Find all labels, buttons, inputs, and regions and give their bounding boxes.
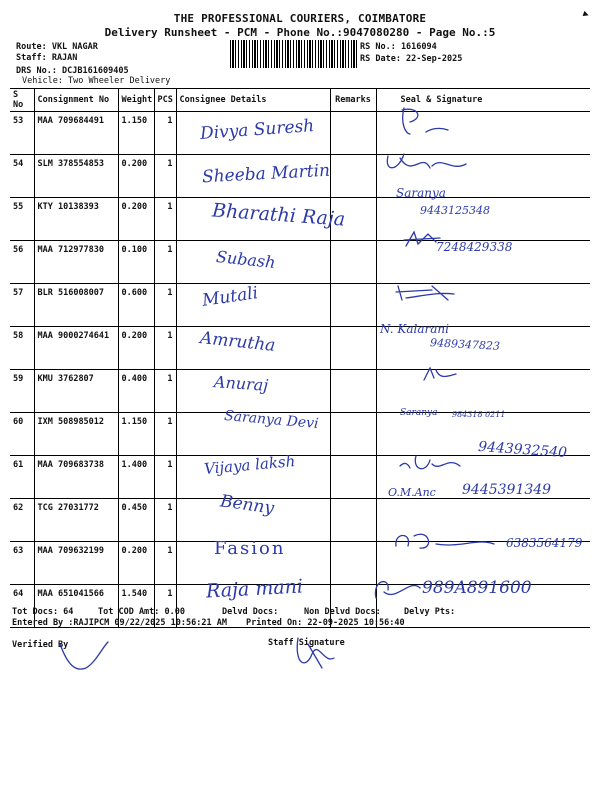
weight: 0.600	[118, 284, 154, 327]
weight: 0.200	[118, 155, 154, 198]
signature-text: Saranya	[400, 408, 438, 418]
col-header-sno: S No	[10, 89, 34, 112]
staff-signature	[288, 634, 348, 674]
vehicle-label: Vehicle: Two Wheeler Delivery	[22, 76, 171, 86]
handwritten-name: Fasion	[214, 538, 286, 559]
weight: 0.450	[118, 499, 154, 542]
row-sno: 64	[10, 585, 34, 628]
signature-scribble	[390, 526, 500, 556]
remarks-cell	[330, 241, 376, 284]
handwritten-name: Benny	[218, 491, 276, 519]
row-sno: 60	[10, 413, 34, 456]
consignment-number: MAA 9000274641	[34, 327, 118, 370]
weight: 1.150	[118, 112, 154, 155]
handwritten-name: Sheeba Martin	[201, 160, 331, 188]
remarks-cell	[330, 413, 376, 456]
consignment-number: IXM 508985012	[34, 413, 118, 456]
verified-by-label: Verified By	[12, 640, 69, 650]
pieces: 1	[154, 198, 176, 241]
verifier-signature	[56, 636, 116, 676]
col-header-weight: Weight	[118, 89, 154, 112]
pieces: 1	[154, 585, 176, 628]
signature-scribble	[420, 362, 460, 384]
signature-phone: 6383564179	[506, 536, 583, 550]
col-header-remarks: Remarks	[330, 89, 376, 112]
delivered-docs: Delvd Docs:	[222, 607, 279, 617]
total-cod-amount: Tot COD Amt: 0.00	[98, 607, 185, 617]
remarks-cell	[330, 155, 376, 198]
signature-small: 984318 0211	[452, 410, 506, 419]
pieces: 1	[154, 284, 176, 327]
signature-phone: 989A891600	[422, 578, 532, 598]
remarks-cell	[330, 499, 376, 542]
signature-phone: 9445391349	[462, 482, 552, 498]
signature-phone: 7248429338	[436, 240, 513, 254]
runsheet-subtitle: Delivery Runsheet - PCM - Phone No.:9047080280 - Page No.:5	[104, 26, 496, 39]
weight: 1.540	[118, 585, 154, 628]
pieces: 1	[154, 499, 176, 542]
signature-phone: 9443125348	[420, 204, 490, 217]
pieces: 1	[154, 413, 176, 456]
signature-scribble	[382, 148, 472, 178]
signature-text: O.M.Anc	[388, 486, 436, 499]
handwritten-name: Vijaya laksh	[203, 452, 296, 478]
row-sno: 53	[10, 112, 34, 155]
table-row	[10, 327, 590, 370]
handwritten-name: Bharathi Raja	[211, 199, 346, 231]
pieces: 1	[154, 370, 176, 413]
signature-scribble	[392, 282, 462, 302]
pieces: 1	[154, 155, 176, 198]
signature-text: N. Kalarani	[380, 322, 449, 336]
remarks-cell	[330, 456, 376, 499]
handwritten-name: Subash	[215, 246, 277, 273]
handwritten-name: Amrutha	[199, 328, 277, 356]
pieces: 1	[154, 327, 176, 370]
rs-number: RS No.: 1616094	[360, 42, 437, 52]
weight: 0.100	[118, 241, 154, 284]
col-header-signature: Seal & Signature	[376, 89, 590, 112]
col-header-pcs: PCS	[154, 89, 176, 112]
consignment-number: MAA 651041566	[34, 585, 118, 628]
staff-label: Staff: RAJAN	[16, 53, 78, 63]
handwritten-name: Raja mani	[205, 575, 304, 603]
consignment-number: BLR 516008007	[34, 284, 118, 327]
consignment-number: MAA 709632199	[34, 542, 118, 585]
handwritten-name: Anuraj	[213, 372, 269, 395]
table-row	[10, 284, 590, 327]
remarks-cell	[330, 327, 376, 370]
table-row	[10, 370, 590, 413]
pieces: 1	[154, 456, 176, 499]
col-header-consignee: Consignee Details	[176, 89, 330, 112]
consignment-number: MAA 709683738	[34, 456, 118, 499]
handwritten-name: Saranya Devi	[223, 407, 320, 433]
row-sno: 61	[10, 456, 34, 499]
weight: 1.400	[118, 456, 154, 499]
weight: 0.400	[118, 370, 154, 413]
barcode	[230, 40, 358, 68]
entered-by: Entered By :RAJIPCM 09/22/2025 10:56:21 AM	[12, 618, 227, 628]
row-sno: 56	[10, 241, 34, 284]
signature-phone: 9489347823	[429, 336, 501, 353]
drs-number: DRS No.: DCJB161609405	[16, 66, 129, 76]
row-sno: 54	[10, 155, 34, 198]
weight: 0.200	[118, 542, 154, 585]
remarks-cell	[330, 112, 376, 155]
signature-phone: 9443932540	[477, 438, 568, 462]
signature-scribble	[370, 574, 426, 604]
consignment-number: KMU 3762807	[34, 370, 118, 413]
total-docs: Tot Docs: 64	[12, 607, 74, 617]
pieces: 1	[154, 241, 176, 284]
row-sno: 58	[10, 327, 34, 370]
consignment-number: KTY 10138393	[34, 198, 118, 241]
consignment-number: TCG 27031772	[34, 499, 118, 542]
printed-on: Printed On: 22-09-2025 10:56:40	[246, 618, 405, 628]
table-row	[10, 499, 590, 542]
consignment-number: MAA 712977830	[34, 241, 118, 284]
signature-cell	[376, 370, 590, 413]
staff-signature-label: Staff Signature	[268, 638, 345, 648]
corner-mark: ▸	[579, 5, 593, 23]
rs-date: RS Date: 22-Sep-2025	[360, 54, 463, 64]
pieces: 1	[154, 542, 176, 585]
handwritten-name: Mutali	[200, 283, 260, 311]
row-sno: 62	[10, 499, 34, 542]
handwritten-name: Divya Suresh	[199, 116, 315, 144]
signature-scribble	[396, 104, 456, 140]
pieces: 1	[154, 112, 176, 155]
route-label: Route: VKL NAGAR	[16, 42, 98, 52]
row-sno: 57	[10, 284, 34, 327]
col-header-consignment: Consignment No	[34, 89, 118, 112]
company-title: THE PROFESSIONAL COURIERS, COIMBATORE	[173, 12, 427, 25]
signature-text: Saranya	[396, 186, 446, 200]
non-delivered-docs: Non Delvd Docs:	[304, 607, 381, 617]
row-sno: 63	[10, 542, 34, 585]
consignment-number: SLM 378554853	[34, 155, 118, 198]
weight: 0.200	[118, 327, 154, 370]
weight: 0.200	[118, 198, 154, 241]
delivery-points: Delvy Pts:	[404, 607, 456, 617]
row-sno: 59	[10, 370, 34, 413]
signature-scribble	[396, 450, 466, 476]
weight: 1.150	[118, 413, 154, 456]
remarks-cell	[330, 370, 376, 413]
consignment-number: MAA 709684491	[34, 112, 118, 155]
table-header-row	[10, 89, 590, 112]
row-sno: 55	[10, 198, 34, 241]
remarks-cell	[330, 284, 376, 327]
